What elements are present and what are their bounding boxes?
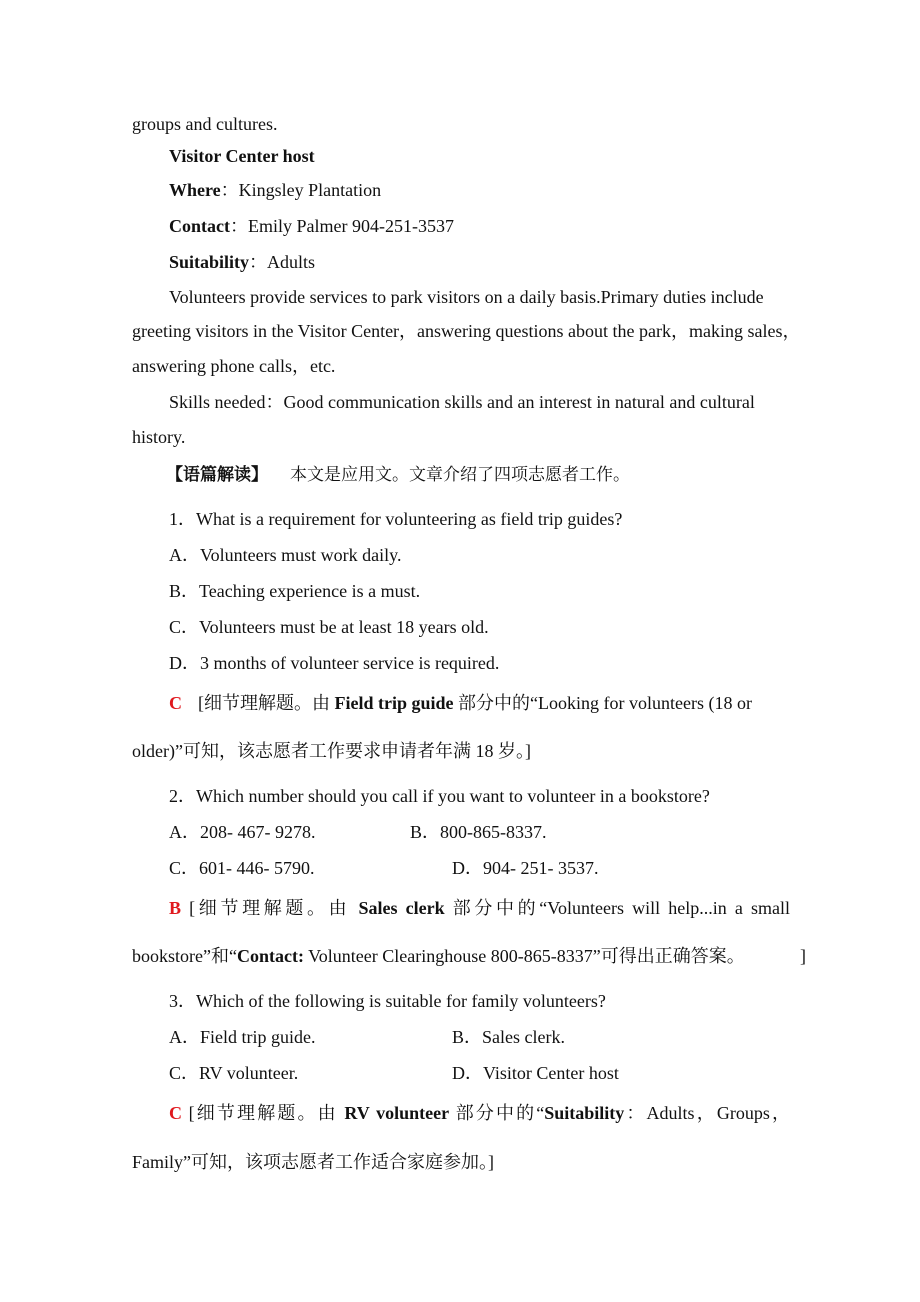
option-b: B．Teaching experience is a must.	[169, 581, 421, 601]
explanation-line: C [细节理解题。由 Field trip guide 部分中的“Looking for volunteers (18 or	[169, 693, 752, 713]
passage-line: Volunteers provide services to park visitors on a daily basis.Primary duties include	[169, 287, 764, 307]
option-c: C．601- 446- 5790.	[169, 858, 315, 878]
option-a: A．Field trip guide.	[169, 1027, 316, 1047]
option-a: A．208- 467- 9278.	[169, 822, 316, 842]
analysis-text: 本文是应用文。文章介绍了四项志愿者工作。	[290, 465, 630, 485]
option-b: B．800-865-8337.	[410, 822, 547, 842]
option-a: A．Volunteers must work daily.	[169, 545, 402, 565]
explanation-line: B [细节理解题。由 Sales clerk 部分中的“Volunteers will help...in a small	[169, 898, 791, 918]
answer-letter: C	[169, 693, 182, 713]
contact-value: ：Emily Palmer 904-251-3537	[230, 216, 454, 236]
passage-line: groups and cultures.	[132, 114, 278, 134]
explanation-line: Family”可知，该项志愿者工作适合家庭参加。]	[132, 1152, 494, 1172]
suitability-value: ：Adults	[249, 252, 316, 272]
passage-line: history.	[132, 427, 186, 447]
explanation-close: ]	[800, 946, 806, 966]
answer-letter: B	[169, 898, 182, 918]
option-c: C．RV volunteer.	[169, 1063, 299, 1083]
option-c: C．Volunteers must be at least 18 years old.	[169, 617, 489, 637]
passage-line: answering phone calls，etc.	[132, 356, 336, 376]
suitability-label: Suitability	[169, 252, 250, 272]
where-value: ：Kingsley Plantation	[220, 180, 382, 200]
question-stem: 2．Which number should you call if you want to volunteer in a bookstore?	[169, 786, 710, 806]
contact-label: Contact	[169, 216, 230, 236]
answer-letter: C	[169, 1103, 182, 1123]
passage-line: Skills needed：Good communication skills and an interest in natural and cultural	[169, 392, 755, 412]
question-stem: 1．What is a requirement for volunteering as field trip guides?	[169, 509, 623, 529]
where-field	[169, 178, 381, 202]
contact-field	[169, 214, 454, 238]
analysis-label: 【语篇解读】	[166, 465, 268, 485]
analysis-line	[166, 463, 630, 487]
question-stem: 3．Which of the following is suitable for family volunteers?	[169, 991, 606, 1011]
explanation-line: older)”可知，该志愿者工作要求申请者年满 18 岁。]	[132, 741, 531, 761]
option-d: D．904- 251- 3537.	[452, 858, 599, 878]
passage-line: greeting visitors in the Visitor Center，answering questions about the park，making sales，	[132, 321, 801, 341]
explanation-line: bookstore”和“Contact: Volunteer Clearinghouse 800-865-8337”可得出正确答案。	[132, 946, 745, 966]
where-label: Where	[169, 180, 221, 200]
option-d: D．3 months of volunteer service is required.	[169, 653, 500, 673]
option-d: D．Visitor Center host	[452, 1063, 619, 1083]
explanation-line: C [细节理解题。由 RV volunteer 部分中的“Suitability：Adults，Groups，	[169, 1103, 790, 1123]
option-b: B．Sales clerk.	[452, 1027, 565, 1047]
section-heading: Visitor Center host	[169, 146, 315, 166]
suitability-field	[169, 250, 315, 274]
